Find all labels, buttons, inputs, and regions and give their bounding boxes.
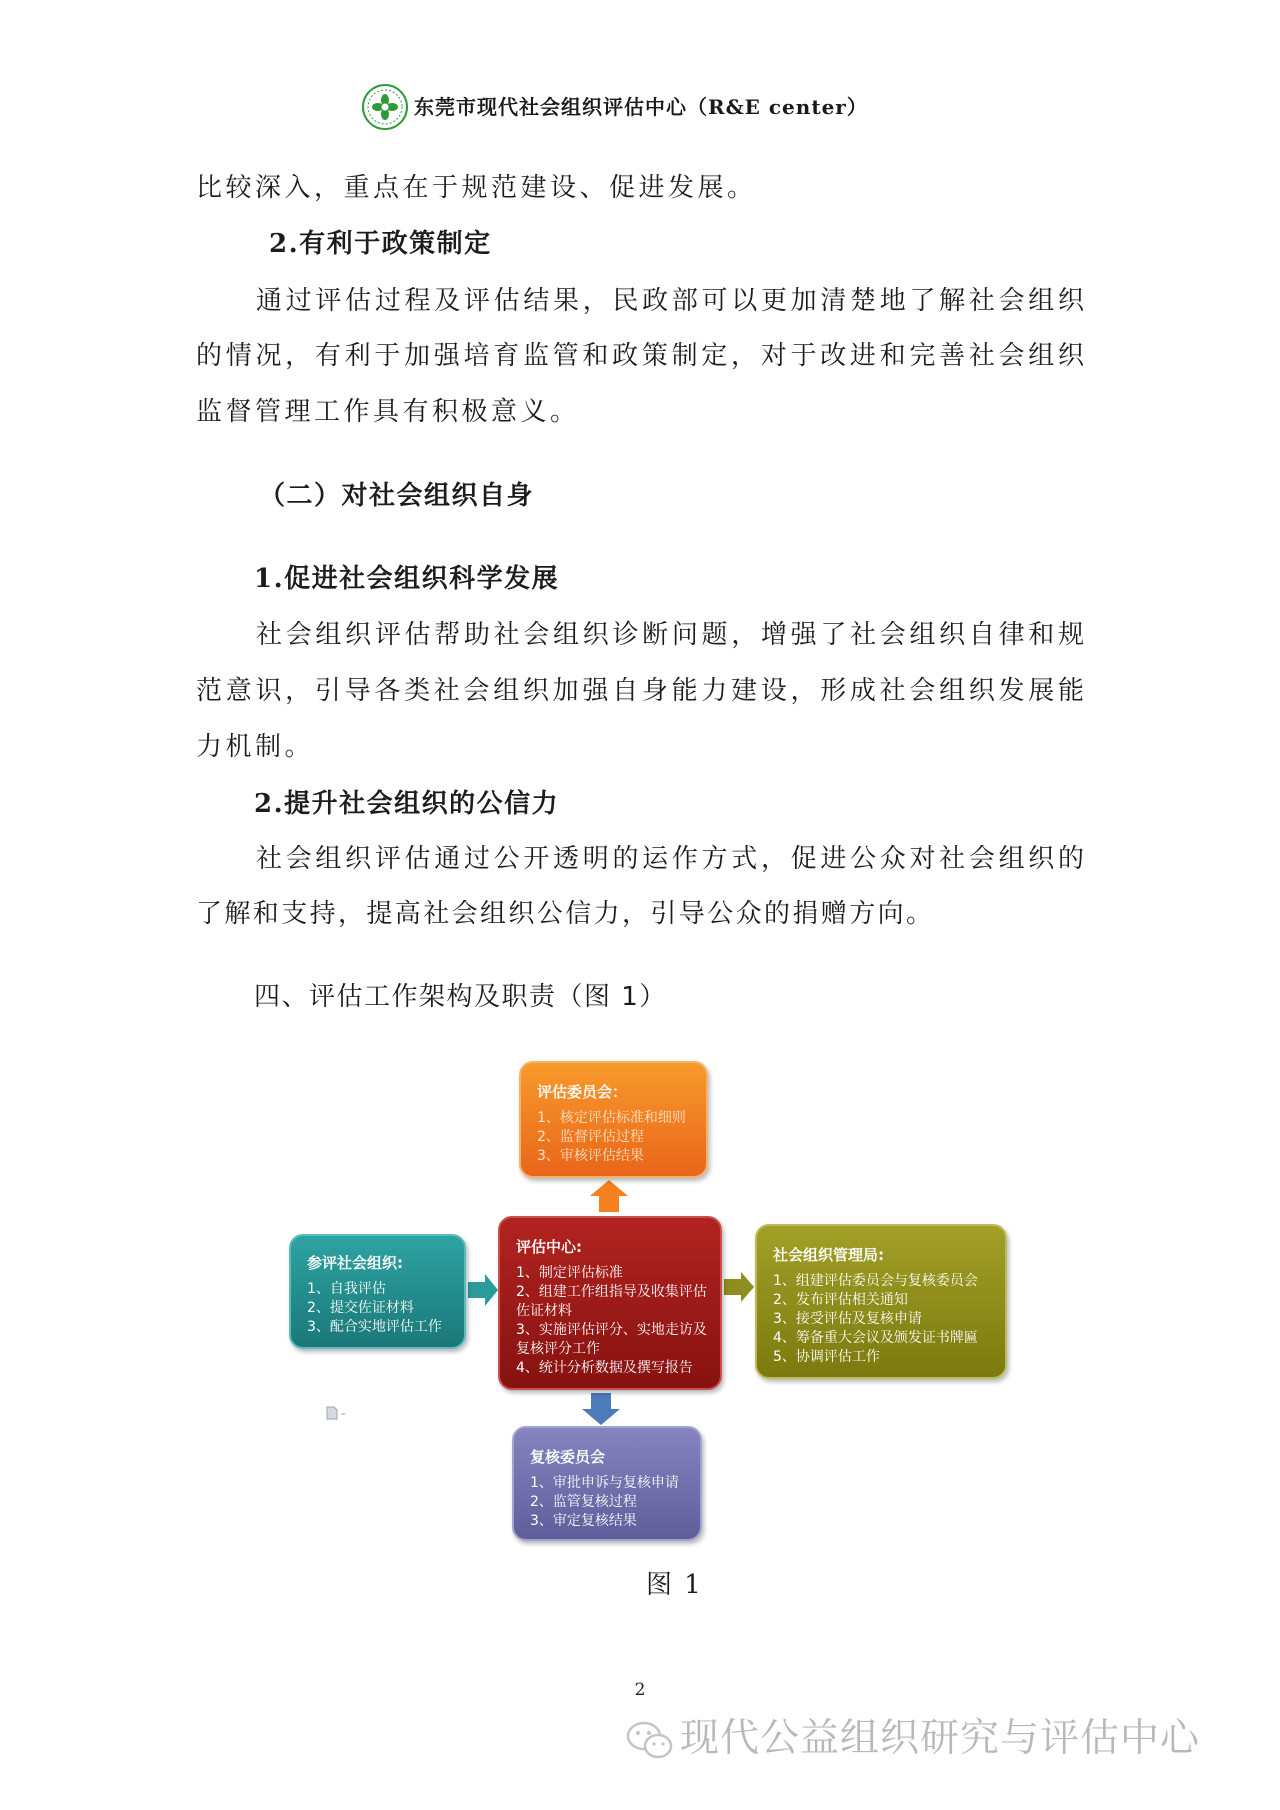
box-item: 1、制定评估标准 [516,1265,623,1281]
paragraph-3-line-2: 了解和支持，提高社会组织公信力，引导公众的捐赠方向。 [196,899,935,929]
body-line-1: 比较深入，重点在于规范建设、促进发展。 [196,173,757,203]
box-item: 4、统计分析数据及撰写报告 [516,1360,693,1376]
arrow-right-olive-icon [724,1272,754,1302]
paragraph-3-line-1: 社会组织评估通过公开透明的运作方式，促进公众对社会组织的 [256,844,1084,874]
heading-policy: 2.有利于政策制定 [269,229,492,259]
page-number: 2 [634,1680,646,1700]
paragraph-2-line-1: 社会组织评估帮助社会组织诊断问题，增强了社会组织自律和规 [256,620,1084,650]
box-item: 3、接受评估及复核申请 [773,1311,922,1327]
box-item: 3、审核评估结果 [537,1148,644,1164]
box-item: 1、审批申诉与复核申请 [530,1475,679,1491]
paragraph-2-line-3: 力机制。 [196,732,315,762]
arrow-right-teal-icon [468,1274,498,1306]
figure-caption: 图 1 [646,1570,703,1600]
box-item: 1、自我评估 [307,1281,386,1297]
box-item: 1、核定评估标准和细则 [537,1110,686,1126]
paragraph-1-line-2: 的情况，有利于加强培育监管和政策制定，对于改进和完善社会组织 [196,341,1084,371]
box-title: 参评社会组织: [307,1254,403,1272]
heading-self: （二）对社会组织自身 [259,481,535,511]
document-icon [326,1406,348,1420]
watermark-text: 现代公益组织研究与评估中心 [680,1716,1201,1761]
box-title: 社会组织管理局: [773,1246,884,1264]
box-item: 2、提交佐证材料 [307,1300,414,1316]
box-item: 3、配合实地评估工作 [307,1319,442,1335]
paragraph-1-line-1: 通过评估过程及评估结果，民政部可以更加清楚地了解社会组织 [256,286,1084,316]
box-item: 3、审定复核结果 [530,1513,637,1529]
management-bureau-box [755,1224,1007,1379]
box-title: 复核委员会 [530,1448,606,1466]
box-item: 2、监管复核过程 [530,1494,637,1510]
arrow-up-icon [590,1180,628,1212]
heading-development: 1.促进社会组织科学发展 [254,564,560,594]
box-title: 评估中心: [516,1238,582,1256]
box-item: 4、筹备重大会议及颁发证书牌匾 [773,1330,978,1346]
wechat-icon [626,1720,674,1762]
section-4-heading: 四、评估工作架构及职责（图 1） [254,982,667,1012]
box-item: 5、协调评估工作 [773,1349,880,1365]
arrow-down-icon [582,1393,620,1425]
box-item: 2、监督评估过程 [537,1129,644,1145]
box-item: 2、发布评估相关通知 [773,1292,908,1308]
heading-credibility: 2.提升社会组织的公信力 [254,789,560,819]
review-committee-box [512,1426,702,1541]
box-item: 1、组建评估委员会与复核委员会 [773,1273,978,1289]
paragraph-1-line-3: 监督管理工作具有积极意义。 [196,397,580,427]
box-title: 评估委员会： [537,1083,628,1101]
header-title: 东莞市现代社会组织评估中心（R&E center） [414,95,868,119]
box-item: 3、实施评估评分、实地走访及复核评分工作 [516,1322,707,1357]
evaluation-committee-box [519,1061,708,1178]
paragraph-2-line-2: 范意识，引导各类社会组织加强自身能力建设，形成社会组织发展能 [196,676,1084,706]
participating-organization-box [289,1234,466,1349]
box-item: 2、组建工作组指导及收集评估佐证材料 [516,1284,707,1319]
evaluation-center-box [498,1216,722,1390]
